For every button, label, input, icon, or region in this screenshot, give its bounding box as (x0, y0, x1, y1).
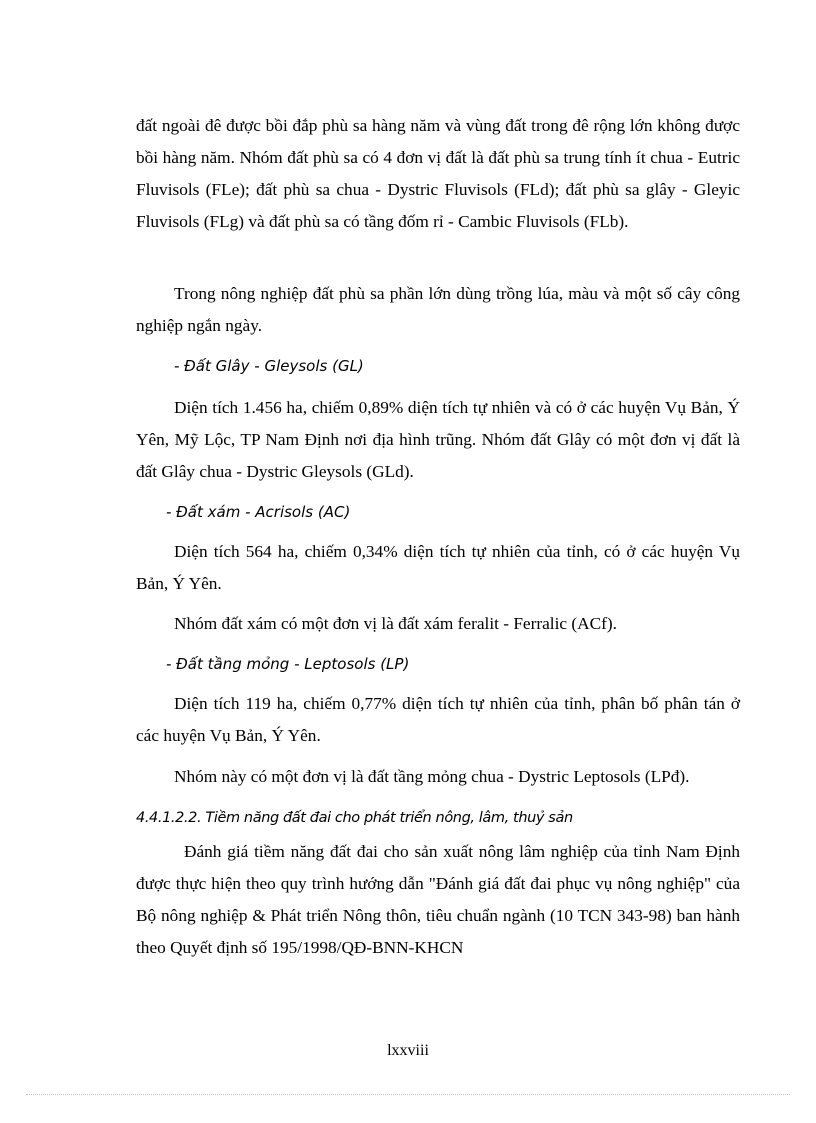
paragraph-land-evaluation: Đánh giá tiềm năng đất đai cho sản xuất nông lâm nghiệp của tỉnh Nam Định được thực hiện theo quy trình hướng dẫn "Đánh giá đất đai phục vụ nông nghiệp" của Bộ nông nghiệp & Phát triển Nông thôn, tiêu chuẩn ngành (10 TCN 343-98) ban hành theo Quyết định số 195/1998/QĐ-BNN-KHCN (136, 842, 740, 957)
footer-dotted-rule (26, 1094, 790, 1095)
paragraph-acrisols-area: Diện tích 564 ha, chiếm 0,34% diện tích tự nhiên của tỉnh, có ở các huyện Vụ Bản, Ý Yên. (136, 542, 740, 593)
page-number: lxxviii (387, 1042, 429, 1059)
heading-leptosols: - Đất tầng mỏng - Leptosols (LP) (166, 655, 410, 673)
heading-acrisols: - Đất xám - Acrisols (AC) (166, 503, 351, 521)
paragraph-alluvial-soil-usage: Trong nông nghiệp đất phù sa phần lớn dùng trồng lúa, màu và một số cây công nghiệp ngắn ngày. (136, 284, 740, 335)
paragraph-alluvial-soil-units: đất ngoài đê được bồi đắp phù sa hàng năm và vùng đất trong đê rộng lớn không được bồi hàng năm. Nhóm đất phù sa có 4 đơn vị đất là đất phù sa trung tính ít chua - Eutric Fluvisols (FLe); đất phù sa chua - Dystric Fluvisols (FLd); đất phù sa glây - Gleyic Fluvisols (FLg) và đất phù sa có tầng đốm rỉ - Cambic Fluvisols (FLb). (136, 116, 740, 231)
section-heading-land-potential: 4.4.1.2.2. Tiềm năng đất đai cho phát triển nông, lâm, thuỷ sản (136, 810, 573, 826)
paragraph-leptosols-unit: Nhóm này có một đơn vị là đất tầng mỏng chua - Dystric Leptosols (LPđ). (174, 767, 690, 786)
paragraph-acrisols-unit: Nhóm đất xám có một đơn vị là đất xám feralit - Ferralic (ACf). (174, 614, 617, 633)
paragraph-leptosols-area: Diện tích 119 ha, chiếm 0,77% diện tích tự nhiên của tỉnh, phân bố phân tán ở các huyện Vụ Bản, Ý Yên. (136, 694, 740, 745)
heading-gleysols: - Đất Glây - Gleysols (GL) (174, 357, 364, 375)
paragraph-gleysols-area: Diện tích 1.456 ha, chiếm 0,89% diện tích tự nhiên và có ở các huyện Vụ Bản, Ý Yên, Mỹ Lộc, TP Nam Định nơi địa hình trũng. Nhóm đất Glây có một đơn vị đất là đất Glây chua - Dystric Gleysols (GLd). (136, 398, 740, 481)
